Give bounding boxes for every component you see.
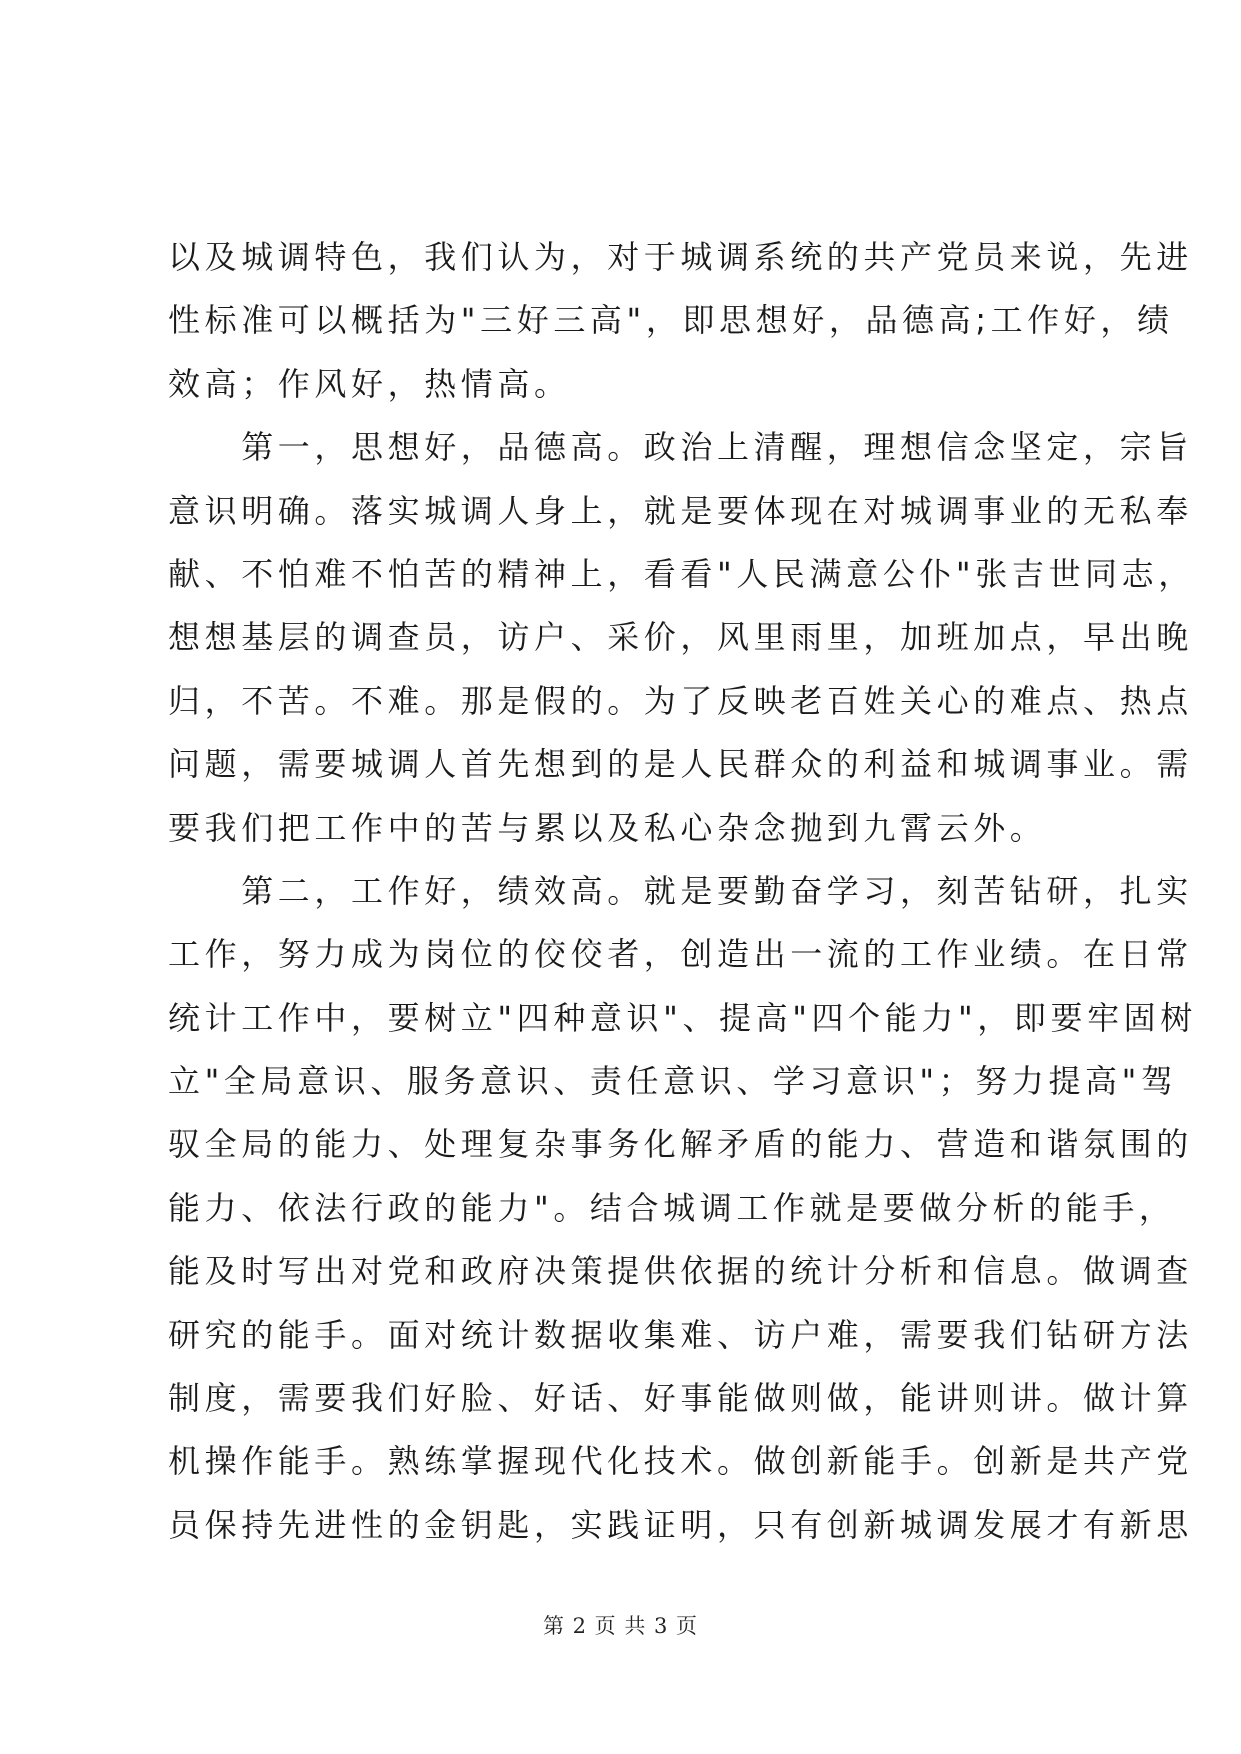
text-line: 第二，工作好，绩效高。就是要勤奋学习，刻苦钻研，扎实	[168, 871, 1193, 910]
text-line: 工作，努力成为岗位的佼佼者，创造出一流的工作业绩。在日常	[168, 935, 1193, 974]
text-line: 能及时写出对党和政府决策提供依据的统计分析和信息。做调查	[168, 1252, 1193, 1291]
text-line: 性标准可以概括为"三好三高"，即思想好，品德高;工作好，绩	[168, 301, 1174, 340]
text-line: 献、不怕难不怕苦的精神上，看看"人民满意公仆"张吉世同志，	[168, 554, 1195, 593]
text-line: 归，不苦。不难。那是假的。为了反映老百姓关心的难点、热点	[168, 681, 1193, 720]
text-line: 能力、依法行政的能力"。结合城调工作就是要做分析的能手，	[168, 1188, 1176, 1227]
text-line: 要我们把工作中的苦与累以及私心杂念抛到九霄云外。	[168, 808, 1047, 847]
text-line: 意识明确。落实城调人身上，就是要体现在对城调事业的无私奉	[168, 491, 1193, 530]
page-number-footer: 第 2 页 共 3 页	[542, 1614, 699, 1638]
text-line: 以及城调特色，我们认为，对于城调系统的共产党员来说，先进	[168, 238, 1193, 276]
text-line: 机操作能手。熟练掌握现代化技术。做创新能手。创新是共产党	[168, 1442, 1193, 1481]
text-line: 效高；作风好，热情高。	[168, 364, 571, 403]
text-line: 驭全局的能力、处理复杂事务化解矛盾的能力、营造和谐氛围的	[168, 1125, 1193, 1164]
body-text	[168, 226, 1197, 1557]
text-line: 研究的能手。面对统计数据收集难、访户难，需要我们钻研方法	[168, 1315, 1193, 1354]
text-line: 统计工作中，要树立"四种意识"、提高"四个能力"，即要牢固树	[168, 998, 1197, 1037]
text-line: 第一，思想好，品德高。政治上清醒，理想信念坚定，宗旨	[168, 428, 1193, 467]
text-line: 立"全局意识、服务意识、责任意识、学习意识"；努力提高"驾	[168, 1062, 1178, 1101]
text-line: 想想基层的调查员，访户、采价，风里雨里，加班加点，早出晚	[168, 618, 1193, 657]
text-line: 制度，需要我们好脸、好话、好事能做则做，能讲则讲。做计算	[168, 1379, 1193, 1418]
text-line: 问题，需要城调人首先想到的是人民群众的利益和城调事业。需	[168, 745, 1193, 784]
text-line: 员保持先进性的金钥匙，实践证明，只有创新城调发展才有新思	[168, 1505, 1193, 1544]
